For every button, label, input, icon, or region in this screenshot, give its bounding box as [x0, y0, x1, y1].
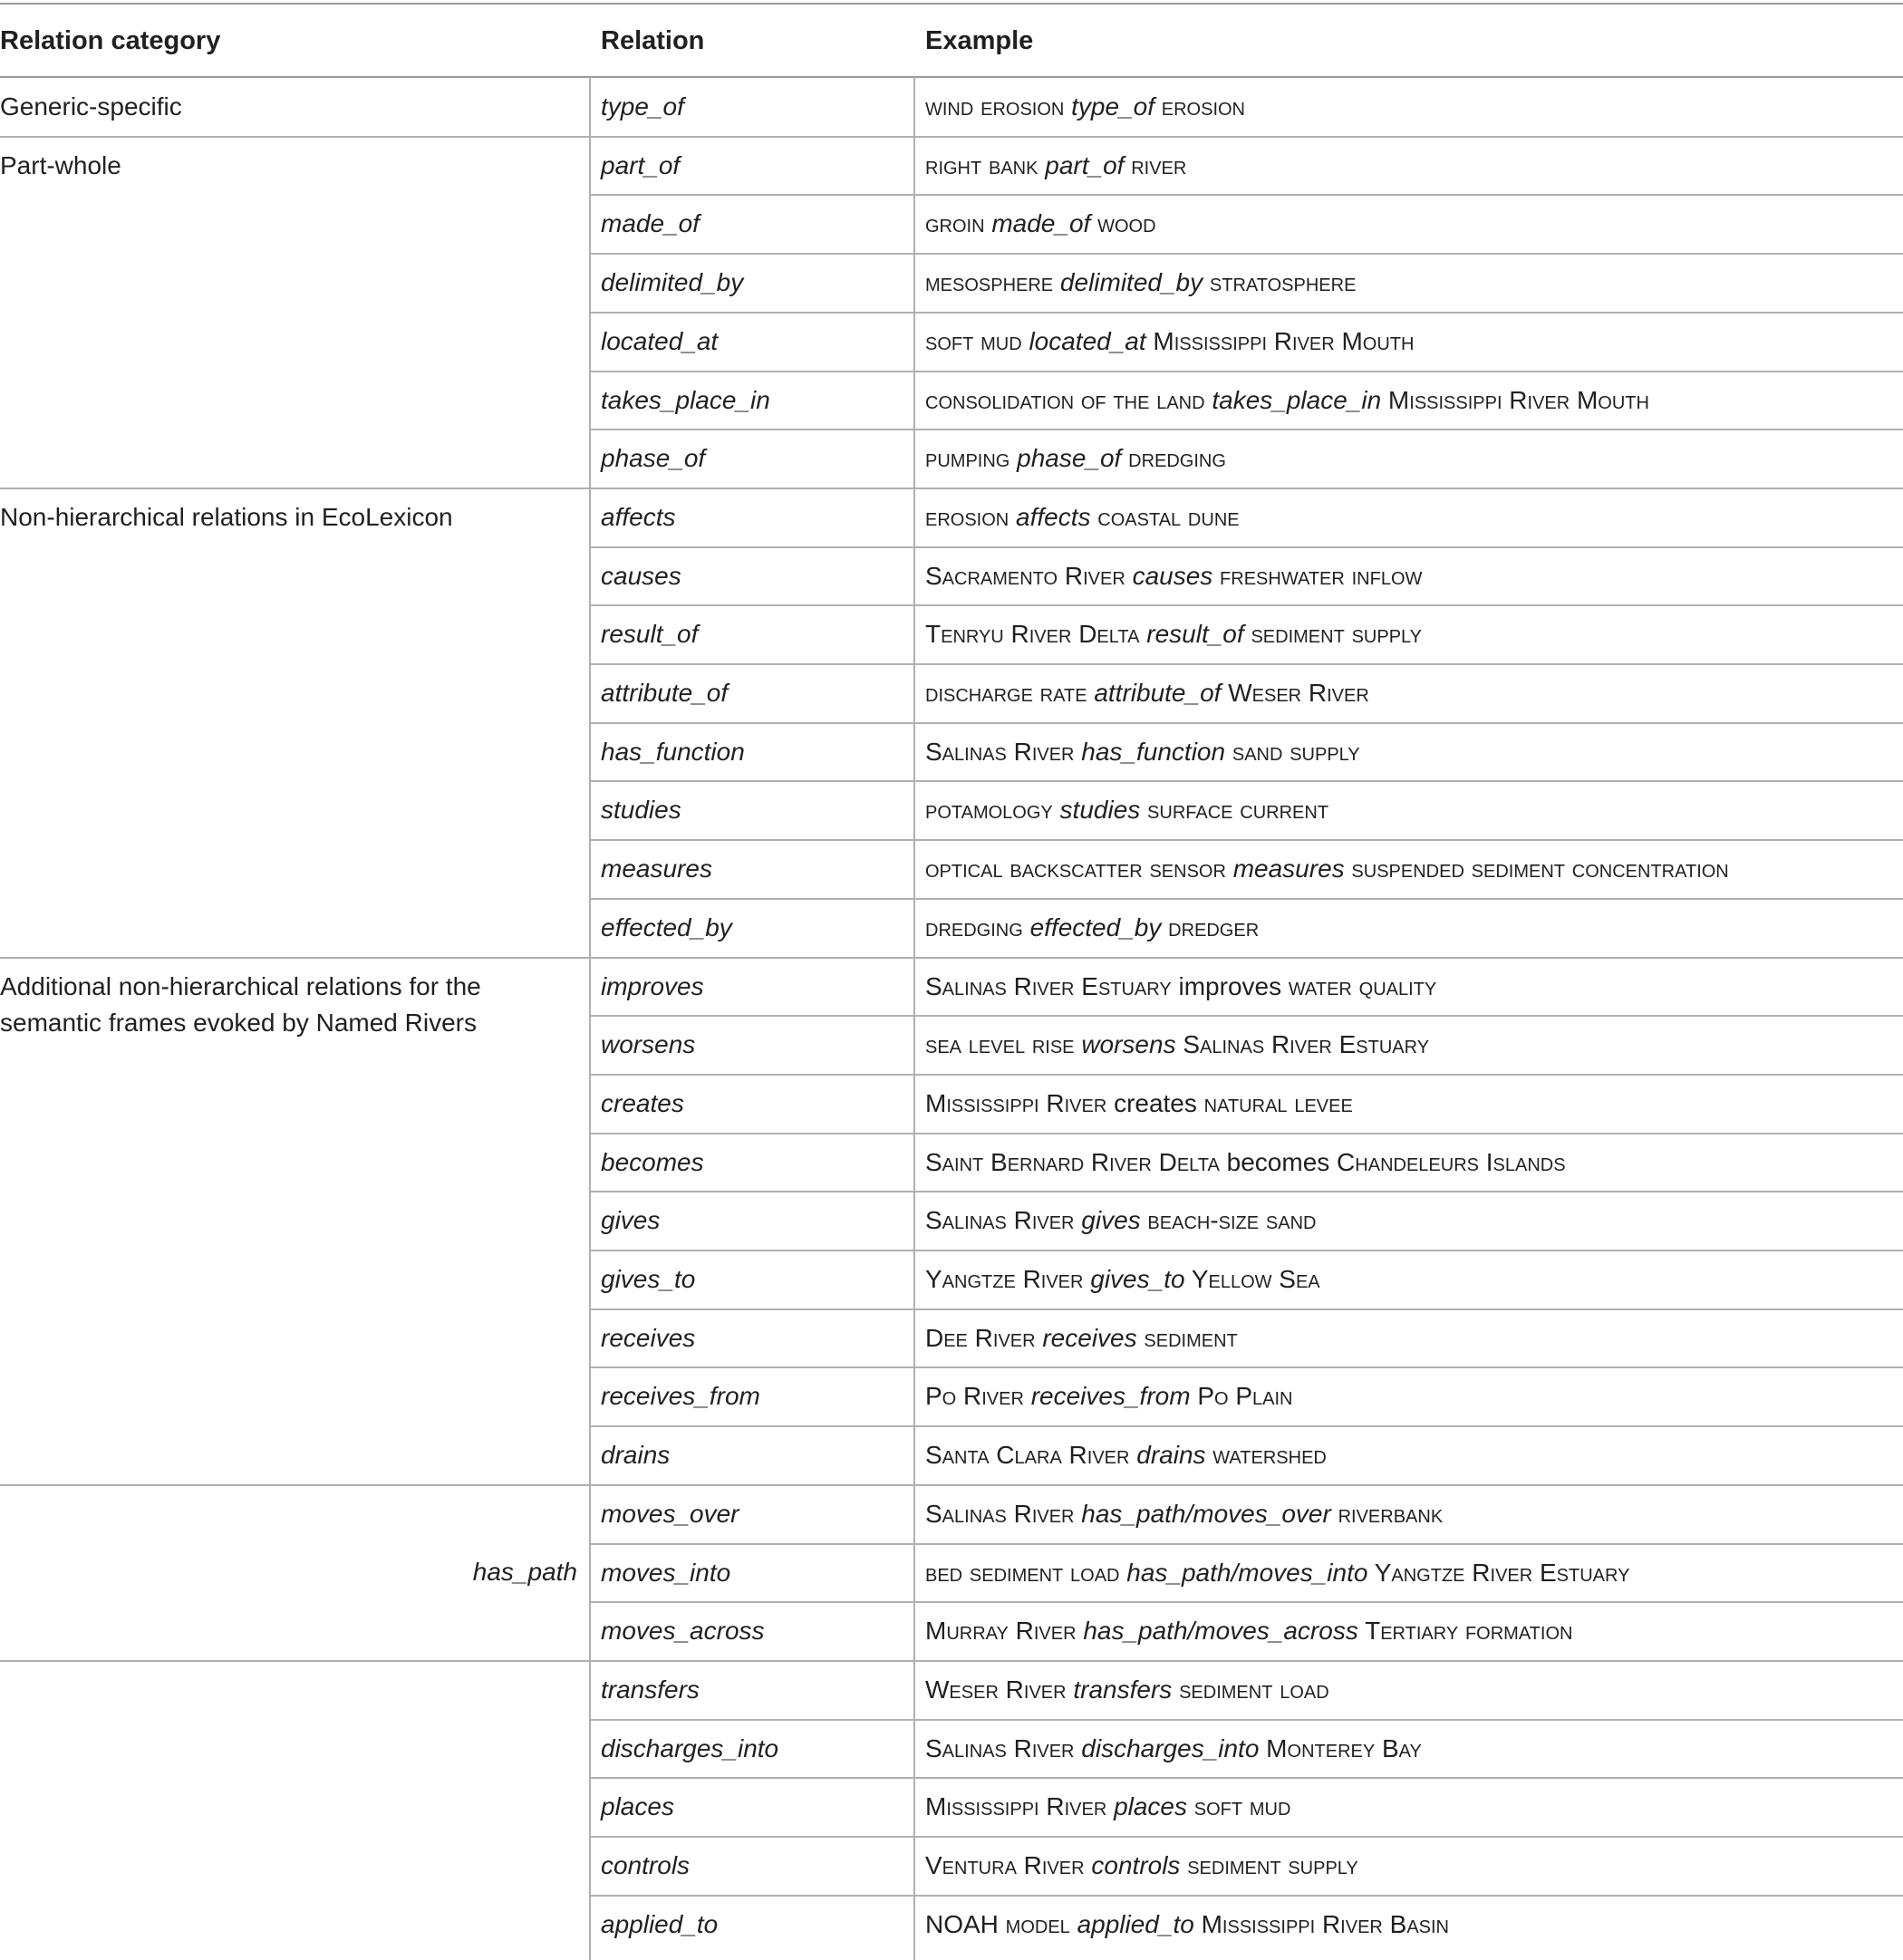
example-relation-term: transfers — [1073, 1675, 1173, 1704]
row-divider — [589, 1074, 1903, 1076]
example-term: discharge rate — [925, 679, 1095, 707]
example-term: Yangtze River Estuary — [1367, 1558, 1630, 1587]
example-relation-term: receives_from — [1030, 1382, 1191, 1411]
row-divider — [589, 780, 1903, 782]
row-divider — [589, 253, 1903, 255]
example-term: Santa Clara River — [925, 1441, 1137, 1470]
relation-cell: worsens — [601, 1030, 696, 1059]
example-term: sediment — [1136, 1323, 1238, 1352]
relation-cell: drains — [601, 1441, 671, 1470]
header-relation-category: Relation category — [0, 26, 221, 55]
example-term: surface current — [1140, 796, 1329, 825]
row-divider — [589, 1308, 1903, 1310]
group-divider — [0, 1660, 1903, 1662]
row-divider — [589, 1601, 1903, 1603]
relation-cell: transfers — [601, 1675, 700, 1704]
example-relation-term: effected_by — [1029, 912, 1162, 941]
relation-cell: applied_to — [601, 1909, 719, 1938]
example-relation-term: controls — [1091, 1851, 1181, 1879]
relation-cell: receives — [601, 1323, 696, 1352]
example-relation-term: measures — [1232, 854, 1345, 883]
example-cell — [925, 1381, 1292, 1412]
row-divider — [589, 312, 1903, 314]
example-relation-term: gives — [1081, 1206, 1141, 1235]
example-relation-term: gives_to — [1090, 1265, 1185, 1293]
example-term: Tertiary formation — [1357, 1617, 1573, 1646]
example-cell — [925, 1733, 1422, 1764]
example-relation-term: worsens — [1081, 1030, 1176, 1059]
row-divider — [589, 604, 1903, 606]
example-term: Mississippi River Mouth — [1381, 385, 1649, 414]
row-divider — [589, 1895, 1903, 1897]
example-cell — [925, 912, 1259, 943]
relation-cell: discharges_into — [601, 1733, 779, 1762]
example-term: Salinas River Estuary — [925, 971, 1179, 1000]
example-term: right bank — [925, 150, 1046, 179]
category-label: Part-whole — [0, 150, 121, 179]
relation-cell: creates — [601, 1088, 684, 1117]
row-divider — [589, 1836, 1903, 1838]
relation-cell: attribute_of — [601, 679, 729, 707]
row-divider — [589, 898, 1903, 900]
relation-cell: becomes — [601, 1147, 704, 1176]
example-cell — [925, 854, 1729, 884]
example-term: Po River — [925, 1382, 1031, 1411]
row-divider — [589, 1366, 1903, 1368]
relation-cell: located_at — [601, 326, 719, 355]
example-relation-term: phase_of — [1017, 444, 1122, 473]
example-term: sediment supply — [1180, 1851, 1358, 1879]
example-term: wood — [1090, 209, 1156, 238]
relation-cell: gives_to — [601, 1265, 696, 1293]
example-term: becomes — [1226, 1147, 1330, 1176]
row-divider — [589, 1777, 1903, 1779]
example-cell — [925, 1147, 1566, 1178]
example-term: mesosphere — [925, 268, 1060, 297]
example-cell — [925, 1088, 1353, 1119]
example-relation-term: has_path/moves_over — [1081, 1499, 1331, 1528]
example-term: suspended sediment concentration — [1344, 854, 1729, 883]
example-relation-term: places — [1114, 1792, 1187, 1821]
relation-cell: places — [601, 1792, 674, 1821]
example-term: natural levee — [1196, 1088, 1353, 1117]
relation-cell: gives — [601, 1206, 661, 1235]
example-term: dredging — [1121, 444, 1226, 473]
example-term: Mississippi River — [925, 1088, 1115, 1117]
category-label: Additional non-hierarchical relations for the semantic frames evoked by Named Rivers — [0, 971, 481, 1037]
example-term: dredging — [925, 912, 1030, 941]
relation-cell: result_of — [601, 620, 699, 649]
category-label: Non-hierarchical relations in EcoLexicon — [0, 502, 453, 531]
example-relation-term: has_function — [1081, 737, 1226, 766]
example-term: potamology — [925, 796, 1060, 825]
example-term: Yangtze River — [925, 1265, 1091, 1293]
row-divider — [589, 371, 1903, 372]
relation-cell: delimited_by — [601, 268, 744, 297]
header-example: Example — [925, 26, 1034, 55]
example-term: erosion — [925, 502, 1017, 531]
example-relation-term: attribute_of — [1094, 679, 1222, 707]
example-term: Weser River — [925, 1675, 1074, 1704]
example-term: Salinas River — [925, 1733, 1082, 1762]
example-cell — [925, 385, 1649, 416]
example-cell — [925, 326, 1414, 357]
example-term: Dee River — [925, 1323, 1043, 1352]
example-relation-term: delimited_by — [1059, 268, 1203, 297]
relation-cell: studies — [601, 796, 681, 825]
relation-cell: moves_into — [601, 1558, 731, 1587]
header-rule — [0, 76, 1903, 78]
example-term: watershed — [1205, 1441, 1327, 1470]
example-term: Tenryu River Delta — [925, 620, 1147, 649]
group-divider — [0, 488, 1903, 489]
example-cell — [925, 678, 1369, 709]
example-term: Salinas River — [925, 1206, 1082, 1235]
example-term: soft mud — [925, 326, 1029, 355]
example-cell — [925, 619, 1422, 650]
example-term: wind erosion — [925, 92, 1072, 121]
example-relation-term: drains — [1136, 1441, 1206, 1470]
relation-cell: receives_from — [601, 1382, 760, 1411]
example-cell — [925, 443, 1226, 474]
row-divider — [589, 1191, 1903, 1192]
example-term: water quality — [1281, 971, 1437, 1000]
example-term: Mississippi River Mouth — [1145, 326, 1415, 355]
example-cell — [925, 208, 1156, 239]
example-term: Salinas River Estuary — [1175, 1030, 1430, 1059]
example-cell — [925, 267, 1356, 298]
example-term: sand supply — [1225, 737, 1360, 766]
example-relation-term: result_of — [1146, 620, 1244, 649]
example-cell — [925, 92, 1245, 122]
example-cell — [925, 1850, 1358, 1881]
example-term: erosion — [1154, 92, 1245, 121]
group-divider — [0, 1484, 1903, 1486]
example-term: riverbank — [1330, 1499, 1444, 1528]
example-cell — [925, 795, 1328, 826]
example-term: groin — [925, 209, 992, 238]
example-term: sediment load — [1172, 1675, 1329, 1704]
example-term: Mississippi River — [925, 1792, 1115, 1821]
relation-cell: phase_of — [601, 444, 706, 473]
relation-cell: part_of — [601, 150, 681, 179]
row-divider — [589, 1543, 1903, 1545]
example-relation-term: studies — [1059, 796, 1141, 825]
row-divider — [589, 546, 1903, 548]
example-relation-term: made_of — [991, 209, 1091, 238]
example-cell — [925, 1499, 1443, 1530]
example-term: creates — [1114, 1088, 1197, 1117]
example-relation-term: located_at — [1029, 326, 1146, 355]
example-cell — [925, 971, 1436, 1002]
example-cell — [925, 1029, 1429, 1060]
example-term: sediment supply — [1243, 620, 1423, 649]
row-divider — [589, 194, 1903, 196]
row-divider — [589, 429, 1903, 430]
example-term: Monterey Bay — [1259, 1733, 1422, 1762]
column-rule-relation — [913, 77, 915, 1960]
row-divider — [589, 1719, 1903, 1721]
example-term: Po Plain — [1190, 1382, 1293, 1411]
example-relation-term: has_path/moves_into — [1126, 1558, 1368, 1587]
group-divider — [0, 136, 1903, 138]
relation-cell: improves — [601, 971, 704, 1000]
example-term: improves — [1178, 971, 1282, 1000]
example-term: stratosphere — [1203, 268, 1357, 297]
example-term: Chandeleurs Islands — [1329, 1147, 1566, 1176]
relation-cell: has_function — [601, 737, 745, 766]
example-term: freshwater inflow — [1212, 561, 1423, 590]
relation-cell: causes — [601, 561, 681, 590]
example-cell — [925, 1909, 1449, 1940]
category-label: Generic-specific — [0, 92, 182, 121]
example-term: Ventura River — [925, 1851, 1092, 1879]
example-term: Sacramento River — [925, 561, 1133, 590]
row-divider — [589, 663, 1903, 665]
example-relation-term: affects — [1016, 502, 1091, 531]
relation-cell: made_of — [601, 209, 700, 238]
example-term: consolidation of the land — [925, 385, 1212, 414]
example-term: river — [1124, 150, 1187, 179]
row-divider — [589, 722, 1903, 724]
table-top-rule — [0, 3, 1903, 5]
example-cell — [925, 1791, 1290, 1822]
example-relation-term: has_path/moves_across — [1083, 1617, 1358, 1646]
relation-cell: controls — [601, 1851, 691, 1879]
example-term: Saint Bernard River Delta — [925, 1147, 1227, 1176]
row-divider — [589, 1425, 1903, 1427]
row-divider — [589, 1015, 1903, 1017]
column-rule-category — [589, 77, 591, 1960]
relation-cell: measures — [601, 854, 712, 883]
example-term: Murray River — [925, 1617, 1084, 1646]
relation-cell: type_of — [601, 92, 684, 121]
example-cell — [925, 150, 1186, 181]
example-term: beach-size sand — [1140, 1206, 1317, 1235]
example-term: Yellow Sea — [1184, 1265, 1320, 1293]
example-relation-term: part_of — [1045, 150, 1125, 179]
example-term: bed sediment load — [925, 1558, 1127, 1587]
relation-cell: takes_place_in — [601, 385, 770, 414]
example-relation-term: takes_place_in — [1212, 385, 1382, 414]
example-cell — [925, 1323, 1238, 1354]
example-relation-term: applied_to — [1077, 1909, 1194, 1938]
example-cell — [925, 561, 1422, 592]
example-relation-term: discharges_into — [1081, 1733, 1260, 1762]
relation-cell: moves_over — [601, 1499, 739, 1528]
example-term: dredger — [1161, 912, 1260, 941]
relation-cell: moves_across — [601, 1617, 765, 1646]
example-relation-term: causes — [1132, 561, 1213, 590]
example-cell — [925, 1440, 1327, 1471]
example-cell — [925, 502, 1240, 533]
subcategory-label: has_path — [472, 1557, 577, 1586]
example-term: Weser River — [1221, 679, 1369, 707]
relation-cell: affects — [601, 502, 676, 531]
relation-cell: effected_by — [601, 912, 732, 941]
example-term: sea level rise — [925, 1030, 1082, 1059]
example-term: Salinas River — [925, 1499, 1082, 1528]
example-term: Salinas River — [925, 737, 1082, 766]
group-divider — [0, 957, 1903, 959]
row-divider — [589, 1250, 1903, 1251]
example-term: coastal dune — [1090, 502, 1240, 531]
example-relation-term: receives — [1042, 1323, 1137, 1352]
example-cell — [925, 737, 1360, 768]
example-cell — [925, 1264, 1320, 1295]
example-term: NOAH model — [925, 1909, 1077, 1938]
example-term: soft mud — [1187, 1792, 1291, 1821]
example-cell — [925, 1558, 1629, 1588]
example-cell — [925, 1616, 1572, 1646]
row-divider — [589, 1133, 1903, 1134]
example-term: optical backscatter sensor — [925, 854, 1233, 883]
example-cell — [925, 1205, 1316, 1236]
header-relation: Relation — [601, 26, 705, 55]
example-term: pumping — [925, 444, 1018, 473]
example-relation-term: type_of — [1071, 92, 1154, 121]
example-term: Mississippi River Basin — [1193, 1909, 1449, 1938]
row-divider — [589, 839, 1903, 841]
example-cell — [925, 1675, 1329, 1705]
